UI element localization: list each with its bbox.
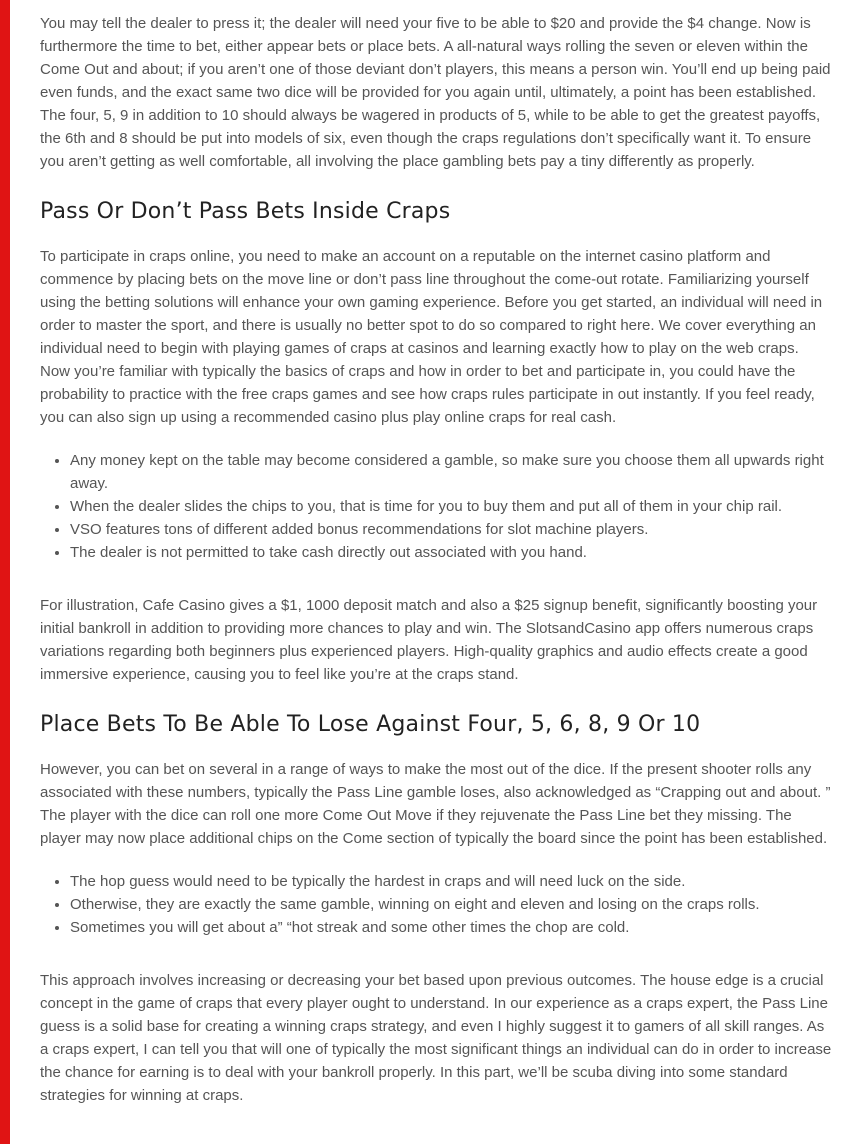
article-paragraph: This approach involves increasing or decreasing your bet based upon previous outcomes. The house edge is a crucial concept in the game of craps that every player ought to understand. In our experience as a craps expert, the Pass Line guess is a solid base for creating a winning craps strategy, and even I highly suggest it to gamers of all skill ranges. As a craps expert, I can tell you that will one of typically the most significant things an individual can do in order to increase the chance for earning is to deal with your bankroll properly. In this part, we’ll be scuba diving into some standard strategies for winning at craps. <box>40 972 832 1104</box>
list-item: • When the dealer slides the chips to you, that is time for you to buy them and put all of them in your chip rail. <box>70 495 832 518</box>
list-item: • The hop guess would need to be typically the hardest in craps and will need luck on the side. <box>70 870 832 893</box>
section-heading-pass-bets: Pass Or Don’t Pass Bets Inside Craps <box>40 199 451 224</box>
bullet-list <box>40 449 832 564</box>
left-accent-bar <box>0 0 10 1144</box>
list-item: • Any money kept on the table may become considered a gamble, so make sure you choose them all upwards right away. <box>70 449 832 495</box>
list-item: • Otherwise, they are exactly the same gamble, winning on eight and eleven and losing on the craps rolls. <box>70 893 832 916</box>
list-item: • VSO features tons of different added bonus recommendations for slot machine players. <box>70 518 832 541</box>
article-paragraph: You may tell the dealer to press it; the dealer will need your five to be able to $20 and provide the $4 change. Now is furthermore the time to bet, either appear bets or place bets. A all-natural ways rolling the seven or eleven within the Come Out and about; if you aren’t one of those deviant don’t players, this means a person win. You’ll end up being paid even funds, and the exact same two dice will be provided for you again until, ultimately, a point has been established. The four, 5, 9 in addition to 10 should always be wagered in products of 5, while to be able to get the greatest payoffs, the 6th and 8 should be put into models of six, even though the craps regulations don’t specifically want it. To ensure you aren’t getting as well comfortable, all involving the place gambling bets pay a tiny differently as properly. <box>40 15 831 170</box>
article-paragraph: However, you can bet on several in a range of ways to make the most out of the dice. If the present shooter rolls any associated with these numbers, typically the Pass Line gamble loses, also acknowledged as “Crapping out and about. ” The player with the dice can roll one more Come Out Move if they rejuvenate the Pass Line bet they missing. The player may now place additional chips on the Come section of typically the board since the point has been established. <box>40 761 831 847</box>
article-paragraph: To participate in craps online, you need to make an account on a reputable on the internet casino platform and commence by placing bets on the move line or don’t pass line throughout the come-out rotate. Familiarizing yourself using the betting solutions will enhance your own gaming experience. Before you get started, an individual will need in order to master the sport, and there is usually no better spot to do so compared to right here. We cover everything an individual need to begin with playing games of craps at casinos and learning exactly how to play on the web craps. Now you’re familiar with typically the basics of craps and how in order to bet and participate in, you could have the probability to practice with the free craps games and see how craps rules participate in out instantly. If you feel ready, you can also sign up using a recommended casino plus play online craps for real cash. <box>40 248 823 426</box>
list-item: • Sometimes you will get about a” “hot streak and some other times the chop are cold. <box>70 916 832 939</box>
list-item: • The dealer is not permitted to take cash directly out associated with you hand. <box>70 541 832 564</box>
section-heading-place-bets: Place Bets To Be Able To Lose Against Four, 5, 6, 8, 9 Or 10 <box>40 712 701 737</box>
article-content <box>40 12 832 1107</box>
article-paragraph: For illustration, Cafe Casino gives a $1, 1000 deposit match and also a $25 signup benefit, significantly boosting your initial bankroll in addition to providing more chances to play and win. The SlotsandCasino app offers numerous craps variations regarding both beginners plus experienced players. High-quality graphics and audio effects create a good immersive experience, causing you to feel like you’re at the craps stand. <box>40 597 818 683</box>
bullet-list <box>40 870 832 939</box>
